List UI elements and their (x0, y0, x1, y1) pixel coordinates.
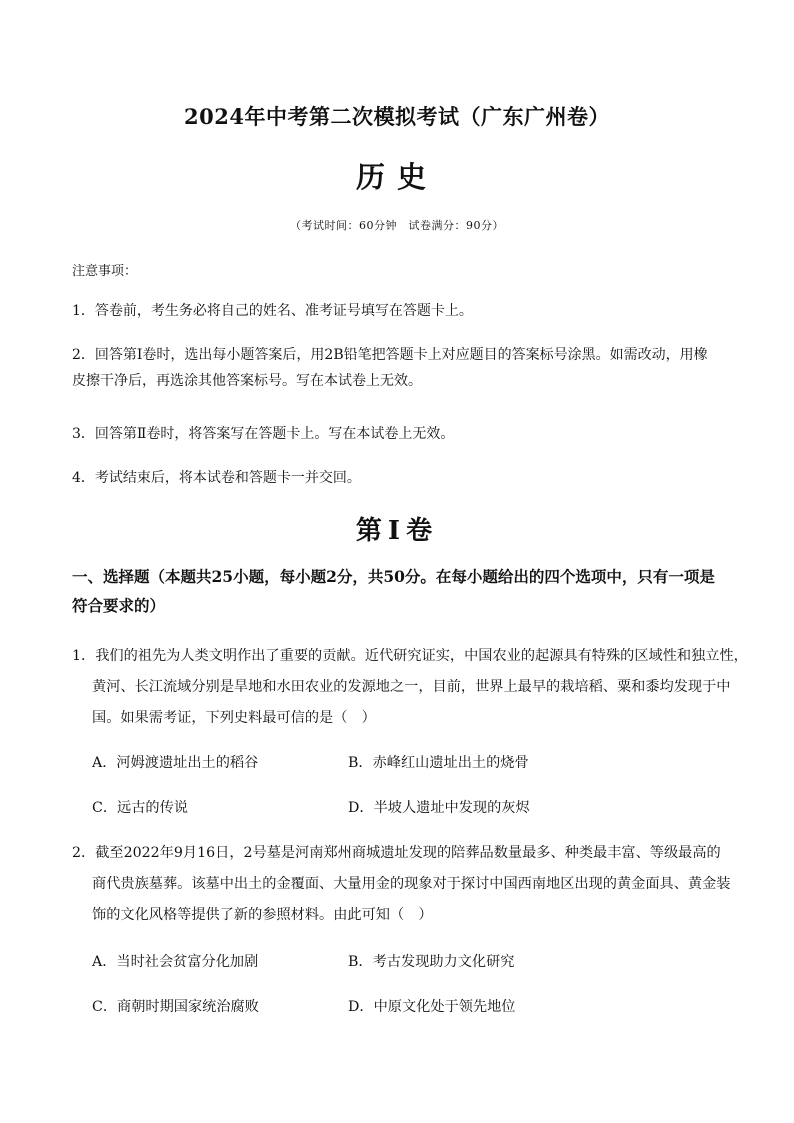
question-2-option-d[interactable]: D．中原文化处于领先地位 (348, 999, 516, 1015)
question-1-option-a[interactable]: A．河姆渡遗址出土的稻谷 (92, 755, 259, 771)
question-1-line-3: 国。如果需考证，下列史料最可信的是（ ） (92, 710, 376, 726)
notice-item-1: 1．答卷前，考生务必将自己的姓名、准考证号填写在答题卡上。 (72, 303, 473, 319)
notice-item-3: 3．回答第Ⅱ卷时，将答案写在答题卡上。写在本试卷上无效。 (72, 426, 455, 442)
question-2-option-b[interactable]: B．考古发现助力文化研究 (348, 954, 515, 970)
notice-item-4: 4．考试结束后，将本试卷和答题卡一并交回。 (72, 470, 361, 486)
question-1-option-c[interactable]: C．远古的传说 (92, 800, 188, 816)
section-title: 第Ⅰ卷 (355, 516, 439, 546)
notice-item-2-line-2: 皮擦干净后，再选涂其他答案标号。写在本试卷上无效。 (72, 373, 422, 389)
exam-title: 2024年中考第二次模拟考试（广东广州卷） (184, 104, 610, 129)
question-1-option-d[interactable]: D．半坡人遗址中发现的灰烬 (348, 800, 530, 816)
question-2-option-c[interactable]: C．商朝时期国家统治腐败 (92, 999, 259, 1015)
question-1-line-2: 黄河、长江流域分别是旱地和水田农业的发源地之一，目前，世界上最早的栽培稻、粟和黍均发现于中 (92, 679, 731, 695)
notice-heading: 注意事项： (72, 264, 138, 279)
question-2-line-1: 2．截至2022年9月16日，2号墓是河南郑州商城遗址发现的陪葬品数量最多、种类最丰富、等级最高的 (72, 845, 721, 861)
notice-item-2-line-1: 2．回答第Ⅰ卷时，选出每小题答案后，用2B铅笔把答题卡上对应题目的答案标号涂黑。如需改动，用橡 (72, 347, 708, 363)
notice-item-2 (72, 342, 708, 394)
question-1-line-1: 1．我们的祖先为人类文明作出了重要的贡献。近代研究证实，中国农业的起源具有特殊的区域性和独立性， (72, 648, 748, 664)
question-2-line-2: 商代贵族墓葬。该墓中出土的金覆面、大量用金的现象对于探讨中国西南地区出现的黄金面具、黄金装 (92, 876, 731, 892)
question-1-option-b[interactable]: B．赤峰红山遗址出土的烧骨 (348, 755, 529, 771)
part-heading: 一、选择题（本题共25小题，每小题2分，共50分。在每小题给出的四个选项中，只有一项是符合要求的） (72, 567, 715, 615)
question-2-option-a[interactable]: A．当时社会贫富分化加剧 (92, 954, 259, 970)
question-2-line-3: 饰的文化风格等提供了新的参照材料。由此可知（ ） (92, 907, 433, 923)
subject-title: 历史 (355, 160, 438, 194)
exam-meta: （考试时间：60分钟 试卷满分：90分） (290, 219, 504, 232)
